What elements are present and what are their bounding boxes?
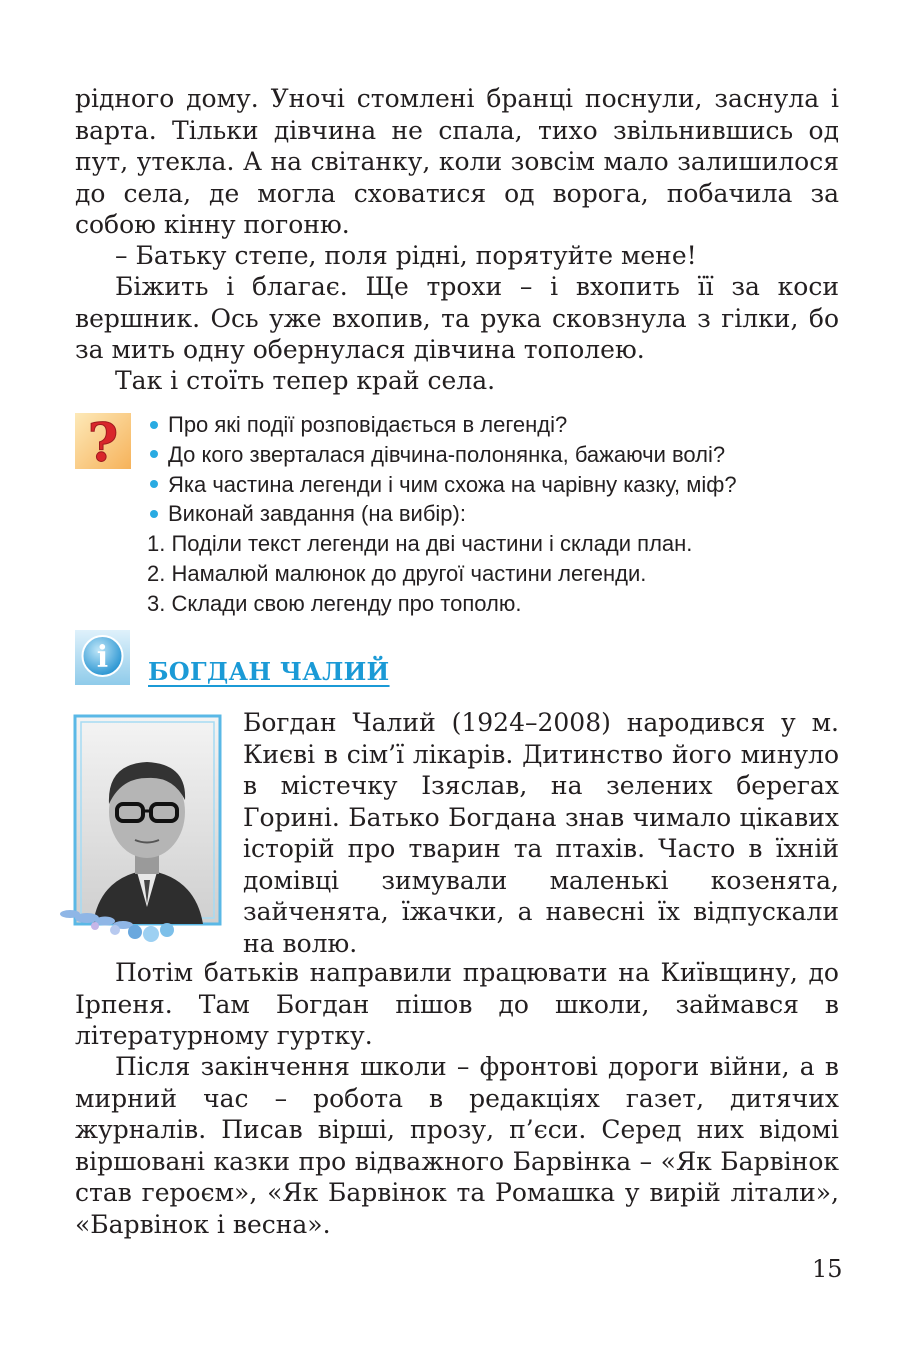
portrait-image <box>55 712 225 952</box>
info-icon <box>75 630 130 685</box>
question-mark-icon <box>75 413 131 469</box>
section-title: БОГДАН ЧАЛИЙ <box>148 657 390 686</box>
question-text: До кого зверталася дівчина-полонянка, бажаючи волі? <box>168 441 726 467</box>
biography-paragraph-2: Потім батьків направили працювати на Київщину, до Ірпеня. Там Богдан пішов до школи, займався в літературному гуртку. <box>75 958 839 1050</box>
questions-list <box>147 410 867 619</box>
bullet-icon <box>150 421 158 429</box>
biography-paragraph-3: Після закінчення школи – фронтові дороги війни, а в мирний час – робота в редакціях газет, дитячих журналів. Писав вірші, прозу, п’єси. Серед них відомі віршовані казки про відважного Барвінка – «Як Барвінок став героєм», «Як Барвінок та Ромашка у вирій літали», «Барвінок і весна». <box>75 1052 839 1239</box>
question-item <box>147 470 867 500</box>
story-paragraph-4: Так і стоїть тепер край села. <box>115 366 496 395</box>
story-paragraph-3: Біжить і благає. Ще трохи – і вхопить її за коси вершник. Ось уже вхопив, та рука сковзнула з гілки, бо за мить одну обернулася дівчина тополею. <box>75 272 839 364</box>
svg-text:?: ? <box>87 413 119 469</box>
bullet-icon <box>150 510 158 518</box>
page-number: 15 <box>812 1255 843 1283</box>
question-item <box>147 410 867 440</box>
biography-paragraph-1: Богдан Чалий (1924–2008) народився у м. Києві в сім’ї лікарів. Дитинство його минуло в містечку Ізяслав, на зелених берегах Горині. Батько Богдана знав чимало цікавих історій про тварин та птахів. Часто в їхній домівці зимували маленькі козенята, зайченята, їжачки, а навесні їх відпускали на волю. <box>243 708 839 958</box>
bullet-icon <box>150 480 158 488</box>
question-item <box>147 499 867 529</box>
svg-text:i: i <box>96 640 109 675</box>
story-paragraph-1: рідного дому. Уночі стомлені бранці поснули, заснула і варта. Тільки дівчина не спала, тихо звільнившись од пут, утекла. А на світанку, коли зовсім мало залишилося до села, де могла сховатися од ворога, побачила за собою кінну погоню. <box>75 84 839 239</box>
bullet-icon <box>150 450 158 458</box>
story-paragraph-2: – Батьку степе, поля рідні, порятуйте мене! <box>115 241 697 270</box>
question-text: Про які події розповідається в легенді? <box>168 412 568 437</box>
task-item: 3. Склади свою легенду про тополю. <box>147 590 522 616</box>
task-item: 2. Намалюй малюнок до другої частини легенди. <box>147 560 647 586</box>
task-item: 1. Поділи текст легенди на дві частини і склади план. <box>147 531 693 557</box>
question-text: Яка частина легенди і чим схожа на чарівну казку, міф? <box>168 471 737 497</box>
question-item <box>147 440 867 470</box>
question-text: Виконай завдання (на вибір): <box>168 501 466 527</box>
